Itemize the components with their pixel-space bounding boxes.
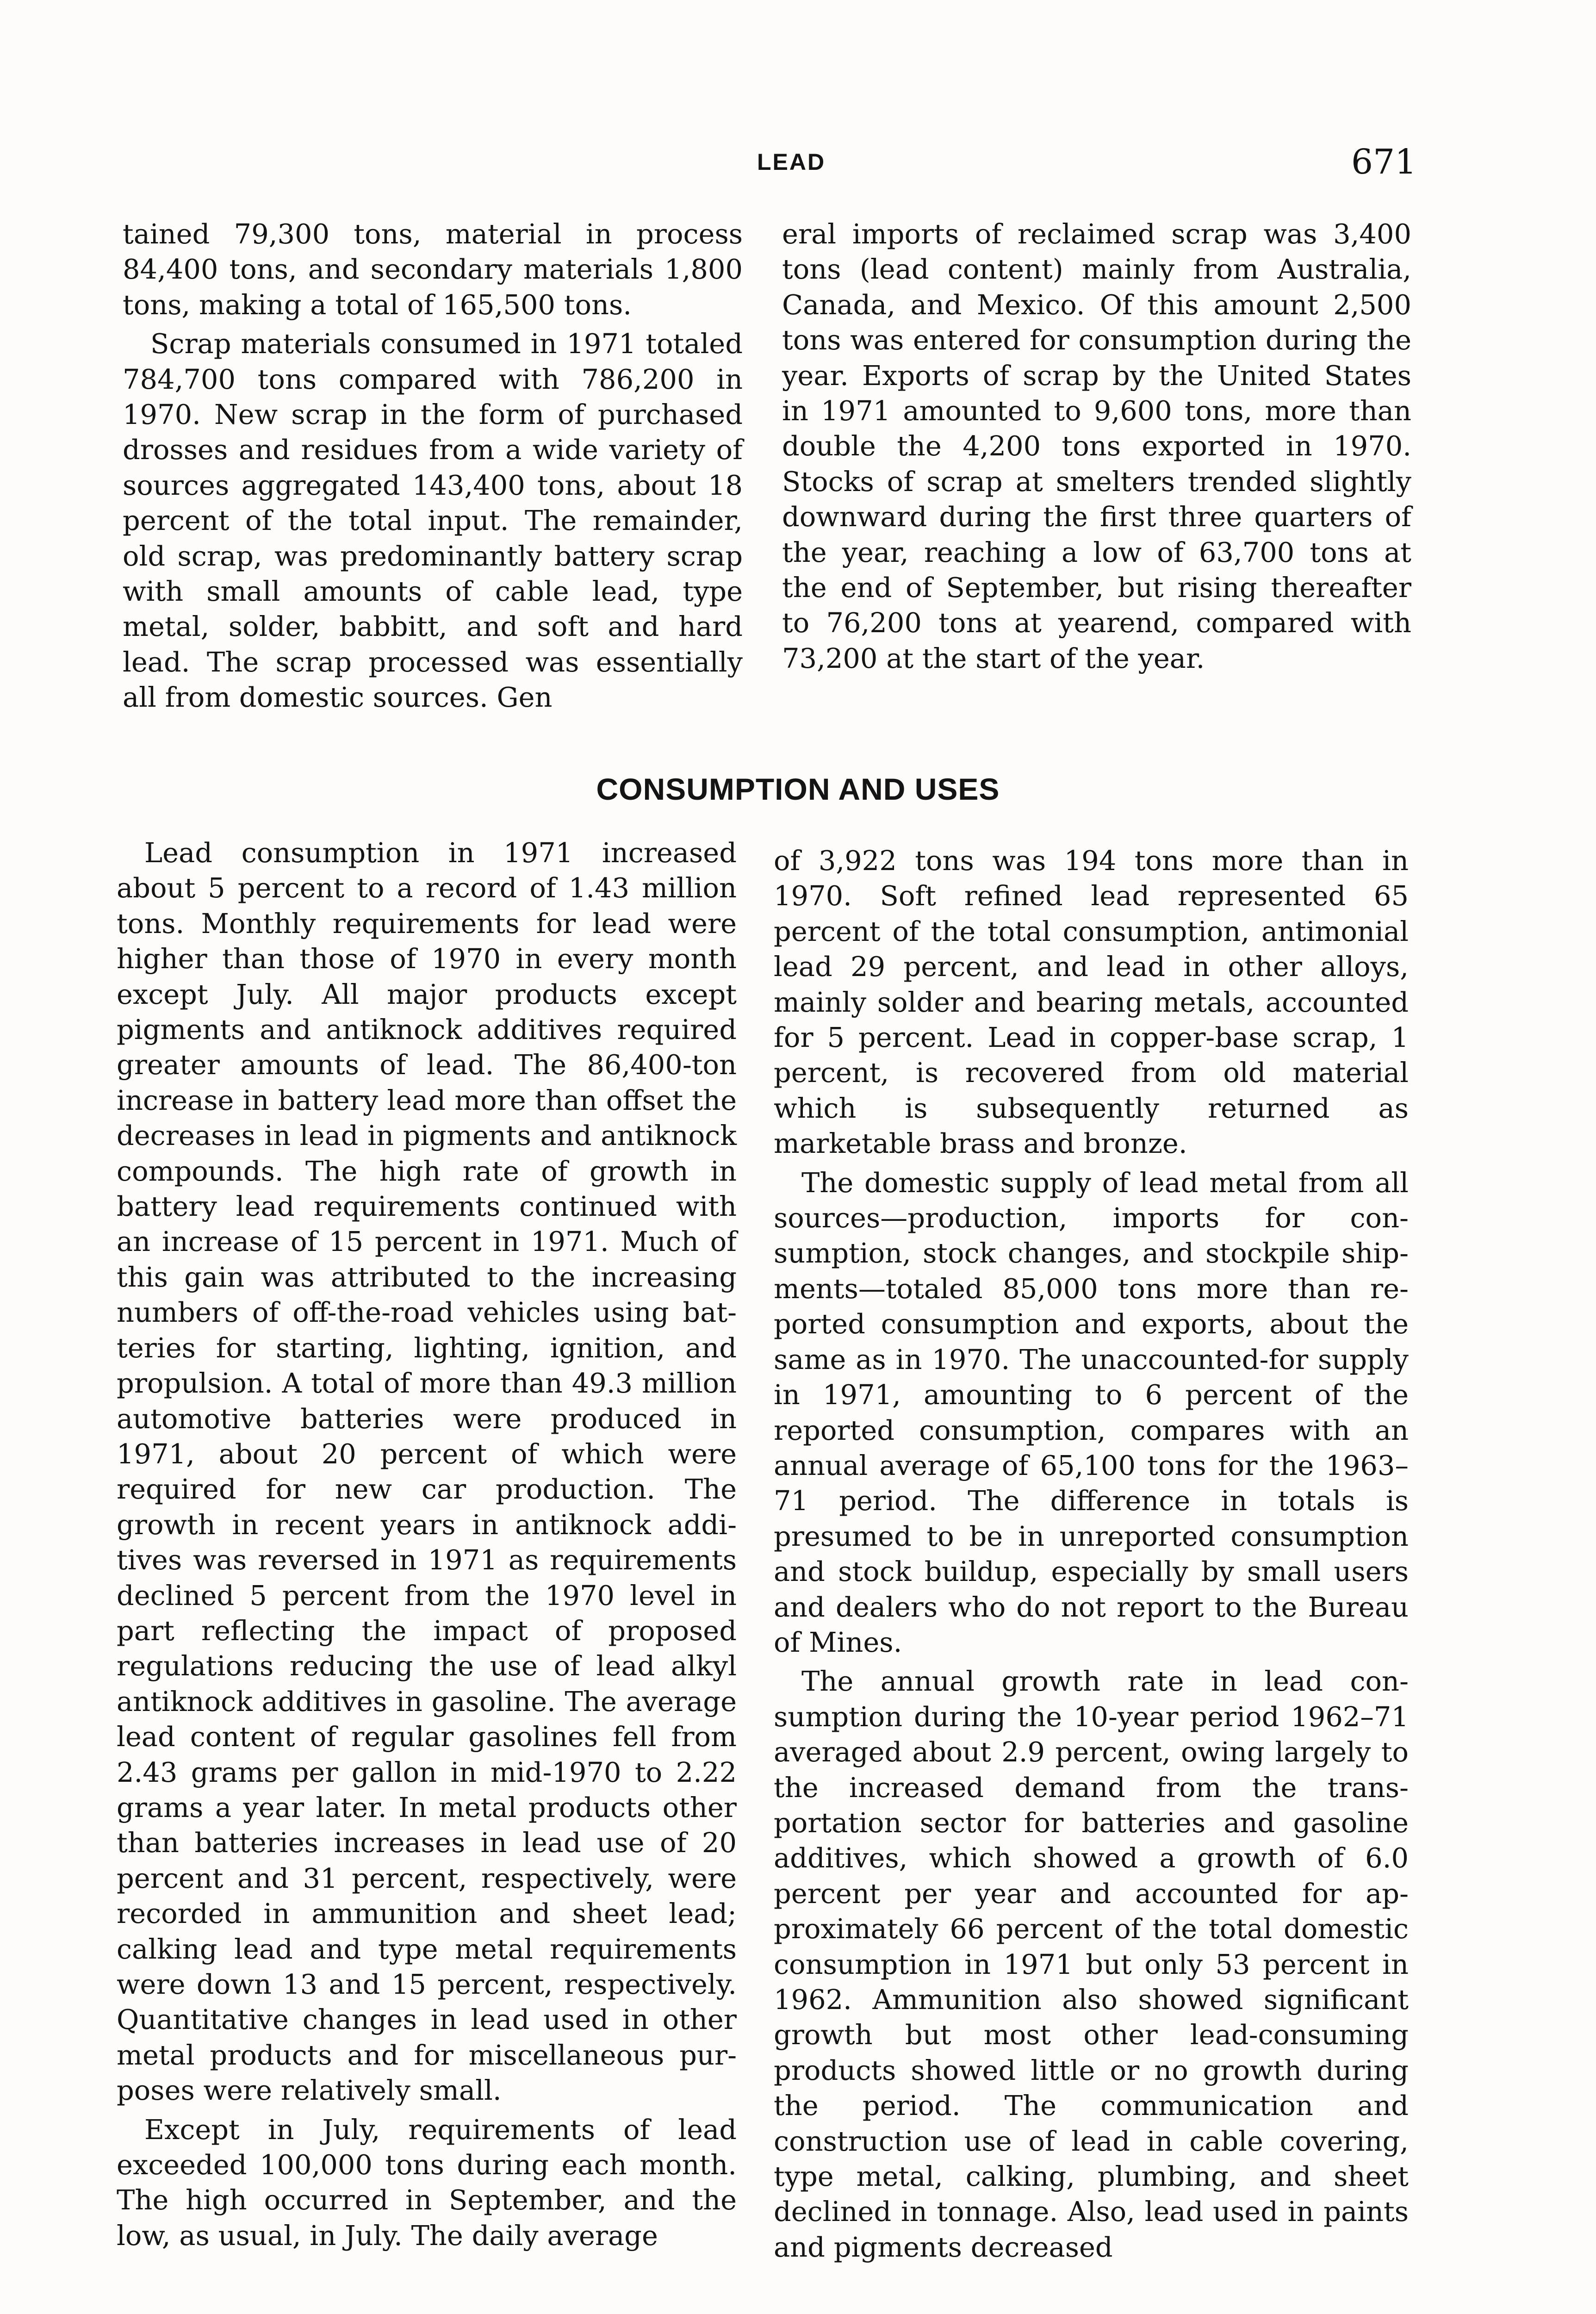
- paragraph-lead-consumption: Lead consumption in 1971 increased about 5 percent to a record of 1.43 million tons. Monthly requirements for lead were higher than those of 1970 in every month except July. All major products except pigments and antiknock additives required greater amounts of lead. The 86,400-ton increase in battery lead more than offset the decreases in lead in pigments and antiknock compounds. The high rate of growth in battery lead requirements continued with an increase of 15 percent in 1971. Much of this gain was attributed to the increasing numbers of off-the-road vehicles using batteries for starting, lighting, ignition, and propulsion. A total of more than 49.3 million automotive batteries were produced in 1971, about 20 percent of which were required for new car production. The growth in recent years in antiknock additives was reversed in 1971 as requirements declined 5 percent from the 1970 level in part reflecting the impact of proposed regulations reducing the use of lead alkyl antiknock additives in gasoline. The average lead content of regular gasolines fell from 2.43 grams per gallon in mid-1970 to 2.22 grams a year later. In metal products other than batteries increases in lead use of 20 percent and 31 percent, respectively, were recorded in ammunition and sheet lead; calking lead and type metal requirements were down 13 and 15 percent, respectively. Quantitative changes in lead used in other metal products and for miscellaneous purposes were relatively small.: [117, 837, 737, 2107]
- paragraph-scrap-imports: eral imports of reclaimed scrap was 3,400 tons (lead content) mainly from Australia, Canada, and Mexico. Of this amount 2,500 tons was entered for consumption during the year. Exports of scrap by the United States in 1971 amounted to 9,600 tons, more than double the 4,200 tons exported in 1970. Stocks of scrap at smelters trended slightly downward during the first three quarters of the year, reaching a low of 63,700 tons at the end of September, but rising thereafter to 76,200 tons at yearend, compared with 73,200 at the start of the year.: [782, 218, 1411, 674]
- page-header: [0, 141, 1596, 183]
- paragraph-continued-text: tained 79,300 tons, material in process 84,400 tons, and secondary materials 1,800 tons, making a total of 165,500 tons.: [123, 218, 743, 321]
- running-head: LEAD: [757, 149, 826, 175]
- paragraph-monthly-requirements: Except in July, requirements of lead exceeded 100,000 tons during each month. The high occurred in September, and the low, as usual, in July. The daily average: [117, 2113, 737, 2252]
- section-heading: CONSUMPTION AND USES: [596, 772, 1000, 806]
- page-number: 671: [1351, 142, 1417, 182]
- bottom-right-column: [774, 843, 1409, 2265]
- paragraph-daily-average: of 3,922 tons was 194 tons more than in 1970. Soft refined lead represented 65 percent of the total consumption, antimonial lead 29 percent, and lead in other alloys, mainly solder and bearing metals, accounted for 5 percent. Lead in copper-base scrap, 1 percent, is recovered from old material which is subsequently returned as marketable brass and bronze.: [774, 845, 1409, 1160]
- top-left-column: [123, 217, 743, 715]
- top-right-column: [782, 217, 1411, 676]
- bottom-left-column: [117, 835, 737, 2253]
- paragraph-scrap-materials: Scrap materials consumed in 1971 totaled 784,700 tons compared with 786,200 in 1970. New scrap in the form of purchased drosses and residues from a wide variety of sources aggregated 143,400 tons, about 18 percent of the total input. The remainder, old scrap, was predominantly battery scrap with small amounts of cable lead, type metal, solder, babbitt, and soft and hard lead. The scrap processed was essentially all from domestic sources. Gen: [123, 328, 743, 714]
- paragraph-domestic-supply: The domestic supply of lead metal from all sources—production, imports for consumption, stock changes, and stockpile shipments—totaled 85,000 tons more than reported consumption and exports, about the same as in 1970. The unaccounted-for supply in 1971, amounting to 6 percent of the reported consumption, compares with an annual average of 65,100 tons for the 1963–71 period. The difference in totals is presumed to be in unreported consumption and stock buildup, especially by small users and dealers who do not report to the Bureau of Mines.: [774, 1166, 1409, 1658]
- paragraph-growth-rate: The annual growth rate in lead consumption during the 10-year period 1962–71 averaged about 2.9 percent, owing largely to the increased demand from the transportation sector for batteries and gasoline additives, which showed a growth of 6.0 percent per year and accounted for approximately 66 percent of the total domestic consumption in 1971 but only 53 percent in 1962. Ammunition also showed significant growth but most other lead-consuming products showed little or no growth during the period. The communication and construction use of lead in cable covering, type metal, calking, plumbing, and sheet declined in tonnage. Also, lead used in paints and pigments decreased: [774, 1665, 1409, 2263]
